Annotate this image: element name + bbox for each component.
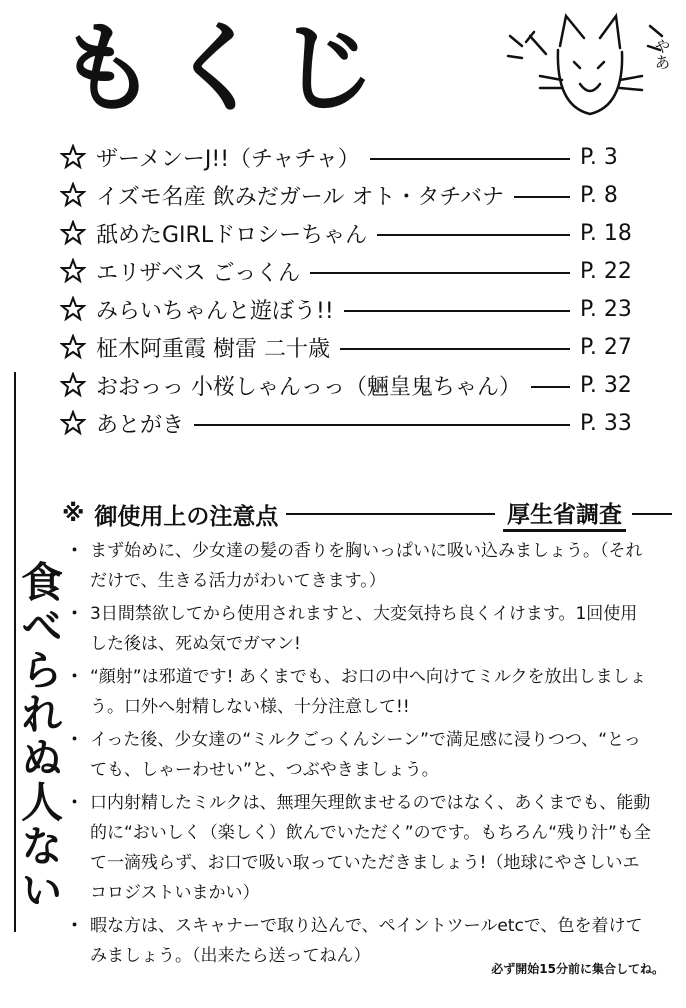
toc-entry-page: P. 33: [580, 410, 632, 436]
footer-note: 必ず開始15分前に集合してね。: [491, 962, 664, 976]
toc-entry[interactable]: [60, 176, 660, 214]
toc-entry-title: 柾木阿重霞 樹雷 二十歳: [96, 336, 330, 362]
toc-entry-title: 舐めたGIRLドロシーちゃん: [96, 222, 368, 248]
toc-entry-page: P. 18: [580, 220, 632, 246]
toc-entry-title: エリザベス ごっくん: [96, 260, 301, 286]
notes-title: 御使用上の注意点: [94, 503, 279, 530]
toc-leader: [344, 310, 570, 312]
cat-doodle: [500, 6, 680, 136]
table-of-contents: [60, 138, 660, 442]
star-icon: [60, 144, 86, 170]
toc-leader: [370, 158, 570, 160]
list-item: [62, 788, 652, 908]
cat-doodle-icon: [500, 6, 680, 136]
note-text: イった後、少女達の“ミルクごっくんシーン”で満足感に浸りつつ、“とっても、しゃーわせい”と、つぶやきましょう。: [90, 730, 641, 780]
list-item: [62, 536, 652, 596]
toc-entry[interactable]: [60, 366, 660, 404]
toc-entry-page: P. 8: [580, 182, 618, 208]
side-slogan: 食べられぬ人ない: [15, 560, 64, 912]
toc-entry-title: みらいちゃんと遊ぼう!!: [96, 298, 334, 324]
note-text: 口内射精したミルクは、無理矢理飲ませるのではなく、あくまでも、能動的に“おいしく（楽しく）飲んでいただく”のです。もちろん“残り汁”も全て一滴残らず、お口で吸い取っていただきましょう!（地球にやさしいエコロジストいまかい）: [90, 793, 651, 903]
toc-entry-page: P. 32: [580, 372, 632, 398]
page-title: もくじ: [58, 12, 389, 126]
star-icon: [60, 220, 86, 246]
toc-leader: [310, 272, 570, 274]
star-icon: [60, 296, 86, 322]
toc-leader: [194, 424, 570, 426]
note-text: 暇な方は、スキャナーで取り込んで、ペイントツールetcで、色を着けてみましょう。（出来たら送ってねん）: [90, 916, 643, 966]
toc-entry[interactable]: [60, 290, 660, 328]
note-text: “顔射”は邪道です! あくまでも、お口の中へ向けてミルクを放出しましょう。口外へ射精しない様、十分注意して!!: [90, 667, 647, 717]
toc-leader: [514, 196, 570, 198]
bullet-icon: ・: [66, 541, 83, 561]
notes-mark: ※: [62, 501, 85, 527]
notes-divider-tail: [632, 513, 672, 515]
toc-entry[interactable]: [60, 138, 660, 176]
note-text: まず始めに、少女達の髪の香りを胸いっぱいに吸い込みましょう。（それだけで、生きる活力がわいてきます。）: [90, 541, 643, 591]
toc-entry-title: イズモ名産 飲みだガール オト・タチバナ: [96, 184, 505, 210]
star-icon: [60, 258, 86, 284]
cat-caption: やあ: [652, 38, 671, 70]
bullet-icon: ・: [66, 604, 83, 624]
toc-entry[interactable]: [60, 404, 660, 442]
toc-entry-title: ザーメンーJ!!（チャチャ）: [96, 146, 360, 172]
star-icon: [60, 410, 86, 436]
bullet-icon: ・: [66, 730, 83, 750]
star-icon: [60, 182, 86, 208]
notes-divider: [286, 513, 495, 515]
toc-entry[interactable]: [60, 252, 660, 290]
bullet-icon: ・: [66, 667, 83, 687]
list-item: [62, 599, 652, 659]
notes-header: [62, 494, 672, 534]
toc-entry-title: あとがき: [96, 412, 185, 438]
bullet-icon: ・: [66, 793, 83, 813]
toc-entry-page: P. 27: [580, 334, 632, 360]
notes-badge: 厚生省調査: [503, 496, 626, 532]
list-item: [62, 662, 652, 722]
toc-entry-page: P. 3: [580, 144, 618, 170]
notes-list: [62, 536, 652, 974]
note-text: 3日間禁欲してから使用されますと、大変気持ち良くイけます。1回使用した後は、死ぬ気でガマン!: [90, 604, 638, 654]
bullet-icon: ・: [66, 916, 83, 936]
toc-entry[interactable]: [60, 214, 660, 252]
toc-entry-title: おおっっ 小桜しゃんっっ（魎皇鬼ちゃん）: [96, 374, 521, 400]
toc-leader: [340, 348, 570, 350]
list-item: [62, 725, 652, 785]
toc-entry[interactable]: [60, 328, 660, 366]
star-icon: [60, 334, 86, 360]
toc-leader: [377, 234, 570, 236]
star-icon: [60, 372, 86, 398]
toc-leader: [531, 386, 570, 388]
toc-entry-page: P. 23: [580, 296, 632, 322]
toc-entry-page: P. 22: [580, 258, 632, 284]
